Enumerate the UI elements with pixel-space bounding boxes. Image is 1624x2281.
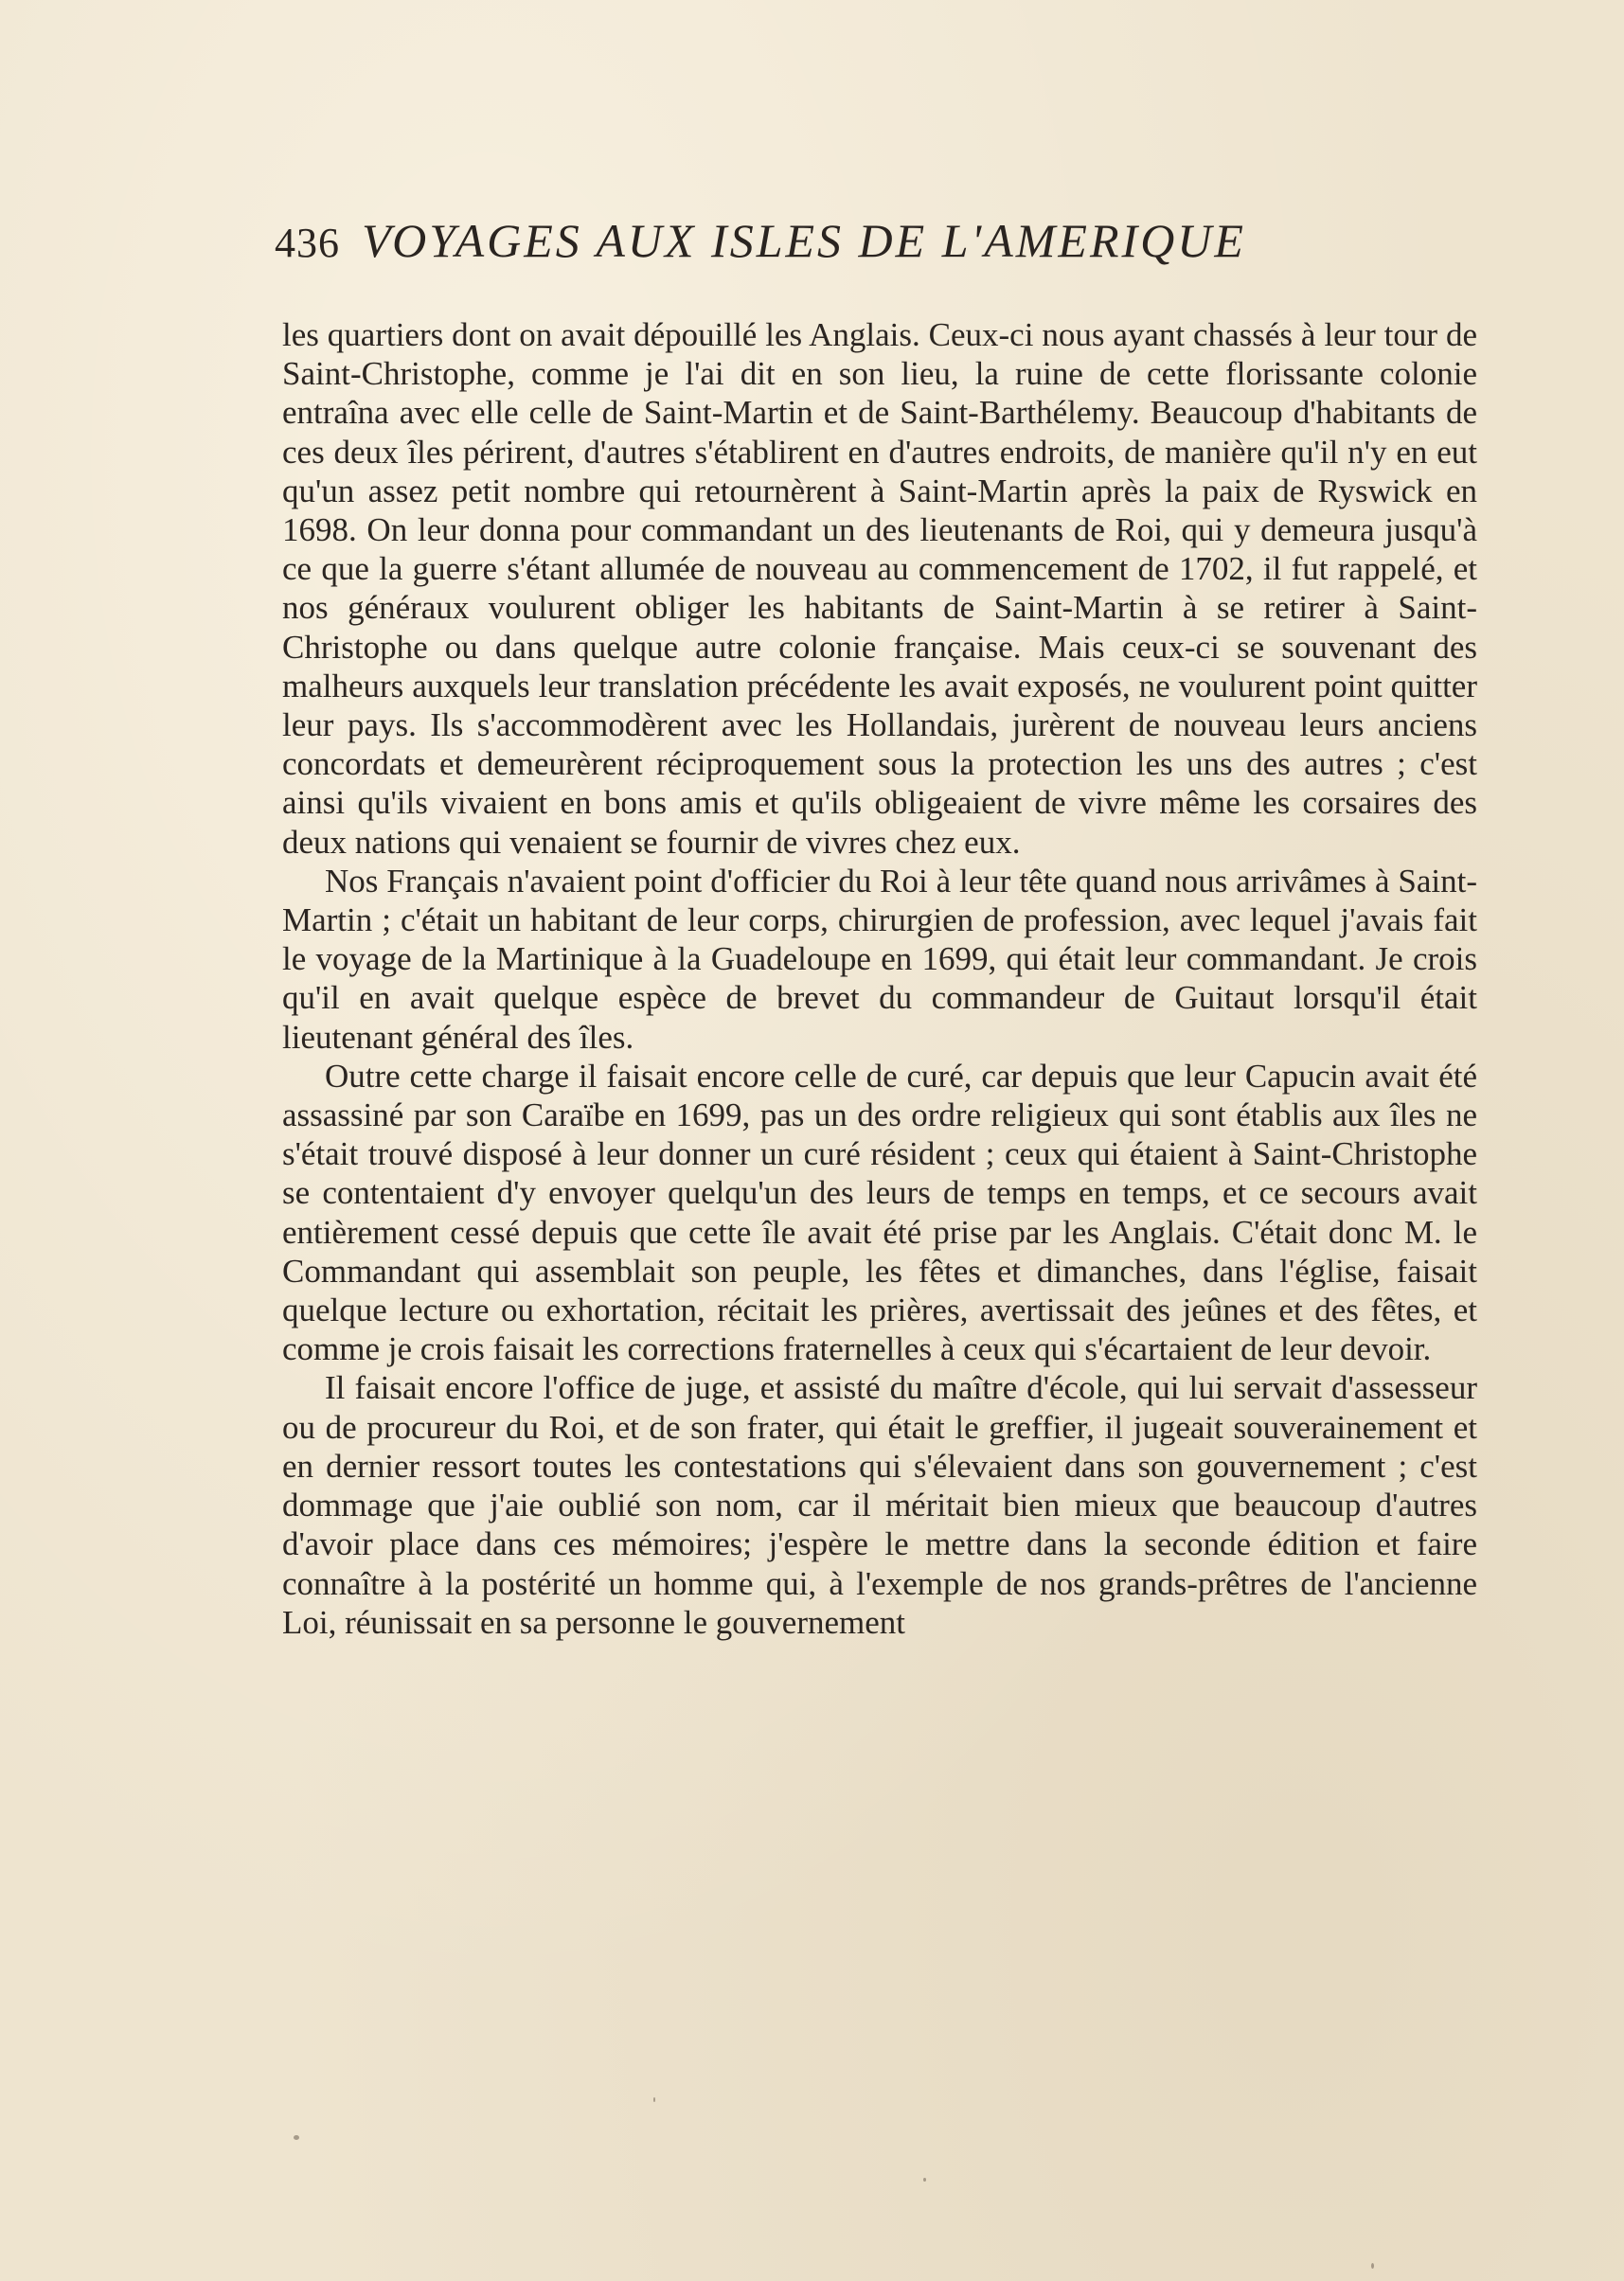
paragraph: Nos Français n'avaient point d'officier du Roi à leur tête quand nous arrivâmes à Saint-Martin ; c'était un habitant de leur corps, chirurgien de profession, avec lequel j'avais fait le voyage de la Martinique à la Guadeloupe en 1699, qui était leur commandant. Je crois qu'il en avait quelque espèce de brevet du commandeur de Guitaut lorsqu'il était lieutenant général des îles. bbox=[282, 862, 1477, 1056]
page-number: 436 bbox=[275, 220, 340, 266]
running-header bbox=[275, 213, 1487, 289]
paper-speck bbox=[1371, 2263, 1374, 2269]
running-title: VOYAGES AUX ISLES DE L'AMERIQUE bbox=[362, 214, 1246, 267]
body-text bbox=[282, 315, 1477, 1642]
paper-speck bbox=[653, 2097, 655, 2102]
paragraph: les quartiers dont on avait dépouillé les Anglais. Ceux-ci nous ayant chassés à leur tour de Saint-Christophe, comme je l'ai dit en son lieu, la ruine de cette florissante colonie entraîna avec elle celle de Saint-Martin et de Saint-Barthélemy. Beaucoup d'habitants de ces deux îles périrent, d'autres s'établirent en d'autres endroits, de manière qu'il n'y en eut qu'un assez petit nombre qui retournèrent à Saint-Martin après la paix de Ryswick en 1698. On leur donna pour commandant un des lieutenants de Roi, qui y demeura jusqu'à ce que la guerre s'étant allumée de nouveau au commencement de 1702, il fut rappelé, et nos généraux voulurent obliger les habitants de Saint-Martin à se retirer à Saint-Christophe ou dans quelque autre colonie française. Mais ceux-ci se souvenant des malheurs auxquels leur translation précédente les avait exposés, ne voulurent point quitter leur pays. Ils s'accommodèrent avec les Hollandais, jurèrent de nouveau leurs anciens concordats et demeurèrent réciproquement sous la protection les uns des autres ; c'est ainsi qu'ils vivaient en bons amis et qu'ils obligeaient de vivre même les corsaires des deux nations qui venaient se fournir de vivres chez eux. bbox=[282, 316, 1477, 861]
paragraph: Il faisait encore l'office de juge, et assisté du maître d'école, qui lui servait d'assesseur ou de procureur du Roi, et de son frater, qui était le greffier, il jugeait souverainement et en dernier ressort toutes les contestations qui s'élevaient dans son gouvernement ; c'est dommage que j'aie oublié son nom, car il méritait bien mieux que beaucoup d'autres d'avoir place dans ces mémoires; j'espère le mettre dans la seconde édition et faire connaître à la postérité un homme qui, à l'exemple de nos grands-prêtres de l'ancienne Loi, réunissait en sa personne le gouvernement bbox=[282, 1369, 1477, 1641]
paragraph: Outre cette charge il faisait encore celle de curé, car depuis que leur Capucin avait été assassiné par son Caraïbe en 1699, pas un des ordre religieux qui sont établis aux îles ne s'était trouvé disposé à leur donner un curé résident ; ceux qui étaient à Saint-Christophe se contentaient d'y envoyer quelqu'un des leurs de temps en temps, et ce secours avait entièrement cessé depuis que cette île avait été prise par les Anglais. C'était donc M. le Commandant qui assemblait son peuple, les fêtes et dimanches, dans l'église, faisait quelque lecture ou exhortation, récitait les prières, avertissait des jeûnes et des fêtes, et comme je crois faisait les corrections fraternelles à ceux qui s'écartaient de leur devoir. bbox=[282, 1057, 1477, 1368]
paper-speck bbox=[923, 2178, 926, 2182]
paper-speck bbox=[294, 2135, 299, 2140]
